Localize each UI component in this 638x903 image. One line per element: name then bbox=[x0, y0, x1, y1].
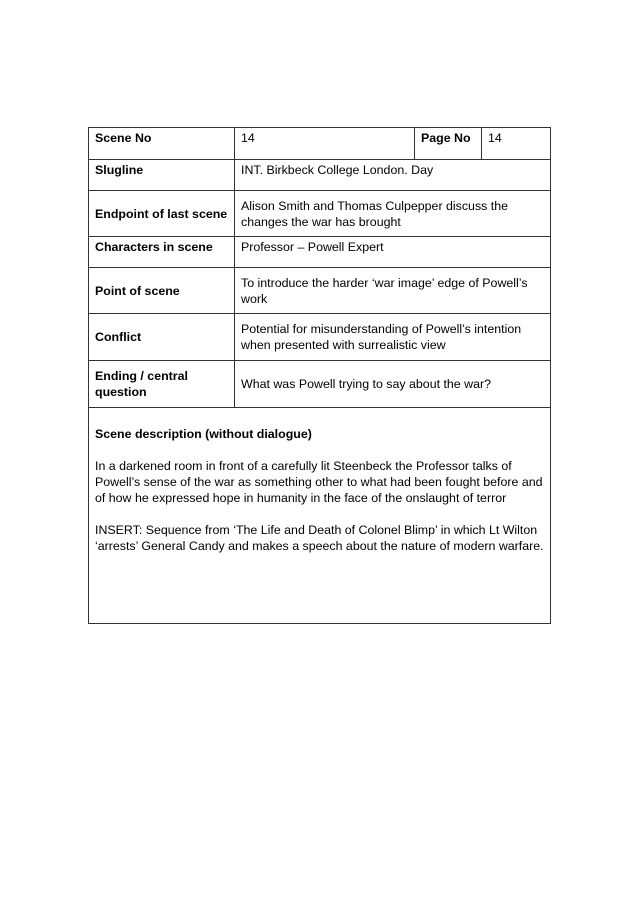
point-of-scene-row bbox=[89, 268, 551, 314]
insert-paragraph: INSERT: Sequence from ‘The Life and Death of Colonel Blimp’ in which Lt Wilton ‘arrests’ General Candy and makes a speech about the nature of modern warfare. bbox=[95, 523, 544, 553]
scene-no-label: Scene No bbox=[89, 128, 235, 160]
page-no-value: 14 bbox=[482, 128, 551, 160]
scene-description-paragraph: In a darkened room in front of a carefully lit Steenbeck the Professor talks of Powell’s sense of the war as something other to what had been fought before and of how he expressed hope in humanity in the face of the onslaught of terror bbox=[95, 459, 543, 505]
slugline-label: Slugline bbox=[89, 160, 235, 191]
conflict-label: Conflict bbox=[89, 314, 235, 361]
ending-label: Ending / central question bbox=[89, 361, 235, 408]
ending-value: What was Powell trying to say about the war? bbox=[235, 361, 551, 408]
characters-label: Characters in scene bbox=[89, 237, 235, 268]
scene-breakdown-table bbox=[88, 127, 551, 624]
slugline-row bbox=[89, 160, 551, 191]
endpoint-label: Endpoint of last scene bbox=[89, 191, 235, 237]
slugline-value: INT. Birkbeck College London. Day bbox=[235, 160, 551, 191]
scene-description-heading: Scene description (without dialogue) bbox=[95, 427, 312, 441]
point-of-scene-value: To introduce the harder ‘war image’ edge of Powell’s work bbox=[235, 268, 551, 314]
endpoint-row bbox=[89, 191, 551, 237]
characters-row bbox=[89, 237, 551, 268]
scene-no-row bbox=[89, 128, 551, 160]
page-no-label: Page No bbox=[415, 128, 482, 160]
conflict-row bbox=[89, 314, 551, 361]
scene-description-cell bbox=[89, 408, 551, 624]
scene-no-value: 14 bbox=[235, 128, 415, 160]
description-row bbox=[89, 408, 551, 624]
characters-value: Professor – Powell Expert bbox=[235, 237, 551, 268]
endpoint-value: Alison Smith and Thomas Culpepper discuss the changes the war has brought bbox=[235, 191, 551, 237]
point-of-scene-label: Point of scene bbox=[89, 268, 235, 314]
conflict-value: Potential for misunderstanding of Powell’s intention when presented with surrealistic view bbox=[235, 314, 551, 361]
ending-row bbox=[89, 361, 551, 408]
